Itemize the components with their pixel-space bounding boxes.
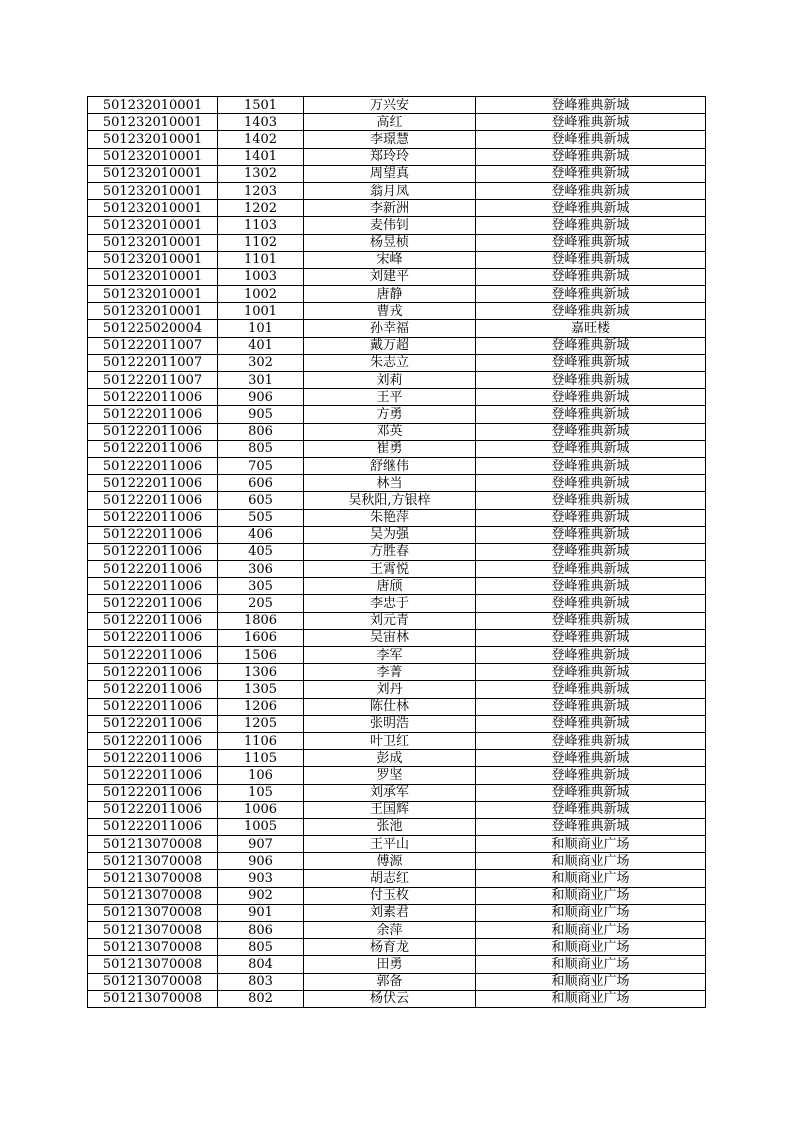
table-row — [88, 887, 706, 904]
property-name-cell: 和顺商业广场 — [476, 939, 706, 956]
owner-name-cell: 彭成 — [304, 750, 476, 767]
account-number-cell: 501225020004 — [88, 320, 218, 337]
owner-name-cell: 李新洲 — [304, 200, 476, 217]
owner-name-cell: 付玉枚 — [304, 887, 476, 904]
room-number-cell: 1206 — [218, 698, 304, 715]
account-number-cell: 501232010001 — [88, 286, 218, 303]
owner-name-cell: 孙幸福 — [304, 320, 476, 337]
owner-name-cell: 邓英 — [304, 423, 476, 440]
property-name-cell: 和顺商业广场 — [476, 904, 706, 921]
property-name-cell: 和顺商业广场 — [476, 956, 706, 973]
account-number-cell: 501222011006 — [88, 457, 218, 474]
room-number-cell: 306 — [218, 561, 304, 578]
room-number-cell: 1205 — [218, 715, 304, 732]
owner-name-cell: 林当 — [304, 475, 476, 492]
account-number-cell: 501213070008 — [88, 939, 218, 956]
table-row — [88, 836, 706, 853]
property-name-cell: 登峰雅典新城 — [476, 182, 706, 199]
account-number-cell: 501222011006 — [88, 440, 218, 457]
property-name-cell: 登峰雅典新城 — [476, 440, 706, 457]
owner-name-cell: 傅源 — [304, 853, 476, 870]
table-row — [88, 870, 706, 887]
room-number-cell: 606 — [218, 475, 304, 492]
table-row — [88, 457, 706, 474]
account-number-cell: 501222011006 — [88, 475, 218, 492]
room-number-cell: 902 — [218, 887, 304, 904]
account-number-cell: 501232010001 — [88, 97, 218, 114]
table-row — [88, 698, 706, 715]
account-number-cell: 501232010001 — [88, 182, 218, 199]
owner-name-cell: 刘元青 — [304, 612, 476, 629]
owner-name-cell: 崔勇 — [304, 440, 476, 457]
table-row — [88, 922, 706, 939]
property-name-cell: 登峰雅典新城 — [476, 681, 706, 698]
account-number-cell: 501213070008 — [88, 956, 218, 973]
room-number-cell: 1403 — [218, 114, 304, 131]
property-name-cell: 登峰雅典新城 — [476, 114, 706, 131]
account-number-cell: 501222011006 — [88, 578, 218, 595]
room-number-cell: 1203 — [218, 182, 304, 199]
room-number-cell: 605 — [218, 492, 304, 509]
account-number-cell: 501232010001 — [88, 303, 218, 320]
table-row — [88, 182, 706, 199]
account-number-cell: 501222011006 — [88, 767, 218, 784]
account-number-cell: 501222011006 — [88, 595, 218, 612]
table-row — [88, 492, 706, 509]
table-row — [88, 681, 706, 698]
property-name-cell: 登峰雅典新城 — [476, 526, 706, 543]
account-number-cell: 501232010001 — [88, 114, 218, 131]
account-number-cell: 501213070008 — [88, 870, 218, 887]
room-number-cell: 806 — [218, 922, 304, 939]
table-row — [88, 475, 706, 492]
table-row — [88, 561, 706, 578]
room-number-cell: 1106 — [218, 732, 304, 749]
table-row — [88, 526, 706, 543]
table-row — [88, 853, 706, 870]
account-number-cell: 501232010001 — [88, 268, 218, 285]
property-name-cell: 和顺商业广场 — [476, 853, 706, 870]
table-row — [88, 354, 706, 371]
room-number-cell: 905 — [218, 406, 304, 423]
property-name-cell: 登峰雅典新城 — [476, 801, 706, 818]
room-number-cell: 1005 — [218, 818, 304, 835]
account-number-cell: 501222011007 — [88, 337, 218, 354]
room-number-cell: 1401 — [218, 148, 304, 165]
account-number-cell: 501222011006 — [88, 818, 218, 835]
owner-name-cell: 胡志红 — [304, 870, 476, 887]
owner-name-cell: 朱艳萍 — [304, 509, 476, 526]
property-name-cell: 登峰雅典新城 — [476, 268, 706, 285]
room-number-cell: 1306 — [218, 664, 304, 681]
table-row — [88, 629, 706, 646]
table-row — [88, 389, 706, 406]
room-number-cell: 802 — [218, 990, 304, 1007]
table-row — [88, 973, 706, 990]
property-name-cell: 登峰雅典新城 — [476, 750, 706, 767]
property-name-cell: 登峰雅典新城 — [476, 372, 706, 389]
owner-name-cell: 郭备 — [304, 973, 476, 990]
room-number-cell: 1001 — [218, 303, 304, 320]
account-number-cell: 501213070008 — [88, 973, 218, 990]
room-number-cell: 805 — [218, 440, 304, 457]
property-name-cell: 登峰雅典新城 — [476, 337, 706, 354]
owner-name-cell: 李菁 — [304, 664, 476, 681]
property-name-cell: 登峰雅典新城 — [476, 303, 706, 320]
owner-name-cell: 吴秋阳,方银梓 — [304, 492, 476, 509]
table-row — [88, 217, 706, 234]
property-name-cell: 登峰雅典新城 — [476, 784, 706, 801]
room-number-cell: 1006 — [218, 801, 304, 818]
table-row — [88, 320, 706, 337]
property-name-cell: 登峰雅典新城 — [476, 354, 706, 371]
account-number-cell: 501213070008 — [88, 887, 218, 904]
property-name-cell: 登峰雅典新城 — [476, 200, 706, 217]
owner-name-cell: 叶卫红 — [304, 732, 476, 749]
table-row — [88, 286, 706, 303]
records-table — [87, 96, 706, 1008]
account-number-cell: 501222011006 — [88, 698, 218, 715]
table-row — [88, 97, 706, 114]
table-row — [88, 578, 706, 595]
property-name-cell: 登峰雅典新城 — [476, 423, 706, 440]
table-row — [88, 990, 706, 1007]
owner-name-cell: 王平 — [304, 389, 476, 406]
property-name-cell: 登峰雅典新城 — [476, 286, 706, 303]
room-number-cell: 106 — [218, 767, 304, 784]
property-name-cell: 登峰雅典新城 — [476, 492, 706, 509]
room-number-cell: 906 — [218, 389, 304, 406]
property-name-cell: 登峰雅典新城 — [476, 595, 706, 612]
property-name-cell: 登峰雅典新城 — [476, 217, 706, 234]
account-number-cell: 501222011007 — [88, 372, 218, 389]
room-number-cell: 1105 — [218, 750, 304, 767]
property-name-cell: 登峰雅典新城 — [476, 406, 706, 423]
owner-name-cell: 宋峰 — [304, 251, 476, 268]
account-number-cell: 501222011006 — [88, 664, 218, 681]
table-row — [88, 372, 706, 389]
table-row — [88, 767, 706, 784]
account-number-cell: 501222011006 — [88, 681, 218, 698]
room-number-cell: 1101 — [218, 251, 304, 268]
account-number-cell: 501222011006 — [88, 509, 218, 526]
table-row — [88, 440, 706, 457]
room-number-cell: 907 — [218, 836, 304, 853]
account-number-cell: 501232010001 — [88, 200, 218, 217]
account-number-cell: 501222011006 — [88, 715, 218, 732]
table-row — [88, 406, 706, 423]
table-row — [88, 612, 706, 629]
account-number-cell: 501222011006 — [88, 423, 218, 440]
owner-name-cell: 刘建平 — [304, 268, 476, 285]
owner-name-cell: 李忠于 — [304, 595, 476, 612]
table-row — [88, 423, 706, 440]
table-row — [88, 750, 706, 767]
property-name-cell: 登峰雅典新城 — [476, 131, 706, 148]
room-number-cell: 405 — [218, 543, 304, 560]
owner-name-cell: 王平山 — [304, 836, 476, 853]
account-number-cell: 501222011006 — [88, 784, 218, 801]
room-number-cell: 305 — [218, 578, 304, 595]
room-number-cell: 101 — [218, 320, 304, 337]
table-row — [88, 664, 706, 681]
owner-name-cell: 田勇 — [304, 956, 476, 973]
room-number-cell: 1501 — [218, 97, 304, 114]
account-number-cell: 501222011006 — [88, 750, 218, 767]
property-name-cell: 登峰雅典新城 — [476, 647, 706, 664]
owner-name-cell: 刘丹 — [304, 681, 476, 698]
table-row — [88, 543, 706, 560]
owner-name-cell: 唐颀 — [304, 578, 476, 595]
owner-name-cell: 王霄悦 — [304, 561, 476, 578]
property-name-cell: 登峰雅典新城 — [476, 389, 706, 406]
owner-name-cell: 杨伏云 — [304, 990, 476, 1007]
room-number-cell: 901 — [218, 904, 304, 921]
records-table-body — [88, 97, 706, 1008]
account-number-cell: 501232010001 — [88, 165, 218, 182]
table-row — [88, 131, 706, 148]
account-number-cell: 501213070008 — [88, 904, 218, 921]
table-row — [88, 956, 706, 973]
property-name-cell: 登峰雅典新城 — [476, 629, 706, 646]
table-row — [88, 939, 706, 956]
account-number-cell: 501222011006 — [88, 561, 218, 578]
owner-name-cell: 舒继伟 — [304, 457, 476, 474]
property-name-cell: 和顺商业广场 — [476, 973, 706, 990]
account-number-cell: 501222011006 — [88, 647, 218, 664]
table-row — [88, 268, 706, 285]
room-number-cell: 1806 — [218, 612, 304, 629]
property-name-cell: 嘉旺楼 — [476, 320, 706, 337]
owner-name-cell: 吴为强 — [304, 526, 476, 543]
property-name-cell: 登峰雅典新城 — [476, 543, 706, 560]
account-number-cell: 501222011007 — [88, 354, 218, 371]
room-number-cell: 1202 — [218, 200, 304, 217]
table-row — [88, 595, 706, 612]
account-number-cell: 501232010001 — [88, 251, 218, 268]
property-name-cell: 登峰雅典新城 — [476, 561, 706, 578]
account-number-cell: 501222011006 — [88, 406, 218, 423]
room-number-cell: 1002 — [218, 286, 304, 303]
owner-name-cell: 余萍 — [304, 922, 476, 939]
owner-name-cell: 周望真 — [304, 165, 476, 182]
property-name-cell: 和顺商业广场 — [476, 887, 706, 904]
property-name-cell: 登峰雅典新城 — [476, 251, 706, 268]
account-number-cell: 501222011006 — [88, 389, 218, 406]
property-name-cell: 登峰雅典新城 — [476, 148, 706, 165]
table-row — [88, 148, 706, 165]
account-number-cell: 501213070008 — [88, 853, 218, 870]
owner-name-cell: 刘莉 — [304, 372, 476, 389]
room-number-cell: 1402 — [218, 131, 304, 148]
room-number-cell: 401 — [218, 337, 304, 354]
room-number-cell: 705 — [218, 457, 304, 474]
room-number-cell: 205 — [218, 595, 304, 612]
table-row — [88, 114, 706, 131]
owner-name-cell: 戴万超 — [304, 337, 476, 354]
owner-name-cell: 杨育龙 — [304, 939, 476, 956]
room-number-cell: 806 — [218, 423, 304, 440]
account-number-cell: 501222011006 — [88, 629, 218, 646]
table-row — [88, 337, 706, 354]
owner-name-cell: 李璟慧 — [304, 131, 476, 148]
owner-name-cell: 万兴安 — [304, 97, 476, 114]
account-number-cell: 501213070008 — [88, 836, 218, 853]
table-row — [88, 251, 706, 268]
owner-name-cell: 曹戎 — [304, 303, 476, 320]
room-number-cell: 505 — [218, 509, 304, 526]
table-row — [88, 200, 706, 217]
account-number-cell: 501222011006 — [88, 492, 218, 509]
account-number-cell: 501232010001 — [88, 234, 218, 251]
table-row — [88, 234, 706, 251]
property-name-cell: 登峰雅典新城 — [476, 715, 706, 732]
owner-name-cell: 麦伟钊 — [304, 217, 476, 234]
property-name-cell: 登峰雅典新城 — [476, 97, 706, 114]
owner-name-cell: 高红 — [304, 114, 476, 131]
owner-name-cell: 刘承军 — [304, 784, 476, 801]
table-row — [88, 509, 706, 526]
table-row — [88, 647, 706, 664]
table-row — [88, 715, 706, 732]
owner-name-cell: 朱志立 — [304, 354, 476, 371]
table-row — [88, 801, 706, 818]
property-name-cell: 登峰雅典新城 — [476, 234, 706, 251]
table-row — [88, 784, 706, 801]
room-number-cell: 805 — [218, 939, 304, 956]
owner-name-cell: 王国辉 — [304, 801, 476, 818]
owner-name-cell: 吴宙林 — [304, 629, 476, 646]
table-row — [88, 818, 706, 835]
table-row — [88, 732, 706, 749]
room-number-cell: 903 — [218, 870, 304, 887]
account-number-cell: 501232010001 — [88, 131, 218, 148]
owner-name-cell: 唐静 — [304, 286, 476, 303]
property-name-cell: 登峰雅典新城 — [476, 475, 706, 492]
account-number-cell: 501222011006 — [88, 801, 218, 818]
property-name-cell: 登峰雅典新城 — [476, 578, 706, 595]
owner-name-cell: 刘素君 — [304, 904, 476, 921]
account-number-cell: 501222011006 — [88, 732, 218, 749]
account-number-cell: 501222011006 — [88, 612, 218, 629]
room-number-cell: 1506 — [218, 647, 304, 664]
room-number-cell: 1606 — [218, 629, 304, 646]
table-row — [88, 303, 706, 320]
room-number-cell: 302 — [218, 354, 304, 371]
account-number-cell: 501213070008 — [88, 990, 218, 1007]
room-number-cell: 1305 — [218, 681, 304, 698]
property-name-cell: 和顺商业广场 — [476, 870, 706, 887]
room-number-cell: 1103 — [218, 217, 304, 234]
room-number-cell: 406 — [218, 526, 304, 543]
account-number-cell: 501222011006 — [88, 526, 218, 543]
property-name-cell: 和顺商业广场 — [476, 836, 706, 853]
property-name-cell: 登峰雅典新城 — [476, 612, 706, 629]
property-name-cell: 登峰雅典新城 — [476, 698, 706, 715]
room-number-cell: 1302 — [218, 165, 304, 182]
property-name-cell: 登峰雅典新城 — [476, 457, 706, 474]
owner-name-cell: 张池 — [304, 818, 476, 835]
owner-name-cell: 方勇 — [304, 406, 476, 423]
property-name-cell: 登峰雅典新城 — [476, 509, 706, 526]
property-name-cell: 登峰雅典新城 — [476, 767, 706, 784]
room-number-cell: 803 — [218, 973, 304, 990]
owner-name-cell: 李军 — [304, 647, 476, 664]
room-number-cell: 906 — [218, 853, 304, 870]
property-name-cell: 登峰雅典新城 — [476, 732, 706, 749]
room-number-cell: 804 — [218, 956, 304, 973]
owner-name-cell: 罗坚 — [304, 767, 476, 784]
owner-name-cell: 方胜春 — [304, 543, 476, 560]
owner-name-cell: 郑玲玲 — [304, 148, 476, 165]
account-number-cell: 501232010001 — [88, 217, 218, 234]
account-number-cell: 501232010001 — [88, 148, 218, 165]
account-number-cell: 501222011006 — [88, 543, 218, 560]
property-name-cell: 登峰雅典新城 — [476, 165, 706, 182]
room-number-cell: 1102 — [218, 234, 304, 251]
owner-name-cell: 陈仕林 — [304, 698, 476, 715]
property-name-cell: 登峰雅典新城 — [476, 664, 706, 681]
table-row — [88, 904, 706, 921]
property-name-cell: 和顺商业广场 — [476, 922, 706, 939]
room-number-cell: 1003 — [218, 268, 304, 285]
owner-name-cell: 杨昱桢 — [304, 234, 476, 251]
owner-name-cell: 张明浩 — [304, 715, 476, 732]
property-name-cell: 和顺商业广场 — [476, 990, 706, 1007]
room-number-cell: 105 — [218, 784, 304, 801]
account-number-cell: 501213070008 — [88, 922, 218, 939]
owner-name-cell: 翁月凤 — [304, 182, 476, 199]
table-row — [88, 165, 706, 182]
property-name-cell: 登峰雅典新城 — [476, 818, 706, 835]
room-number-cell: 301 — [218, 372, 304, 389]
